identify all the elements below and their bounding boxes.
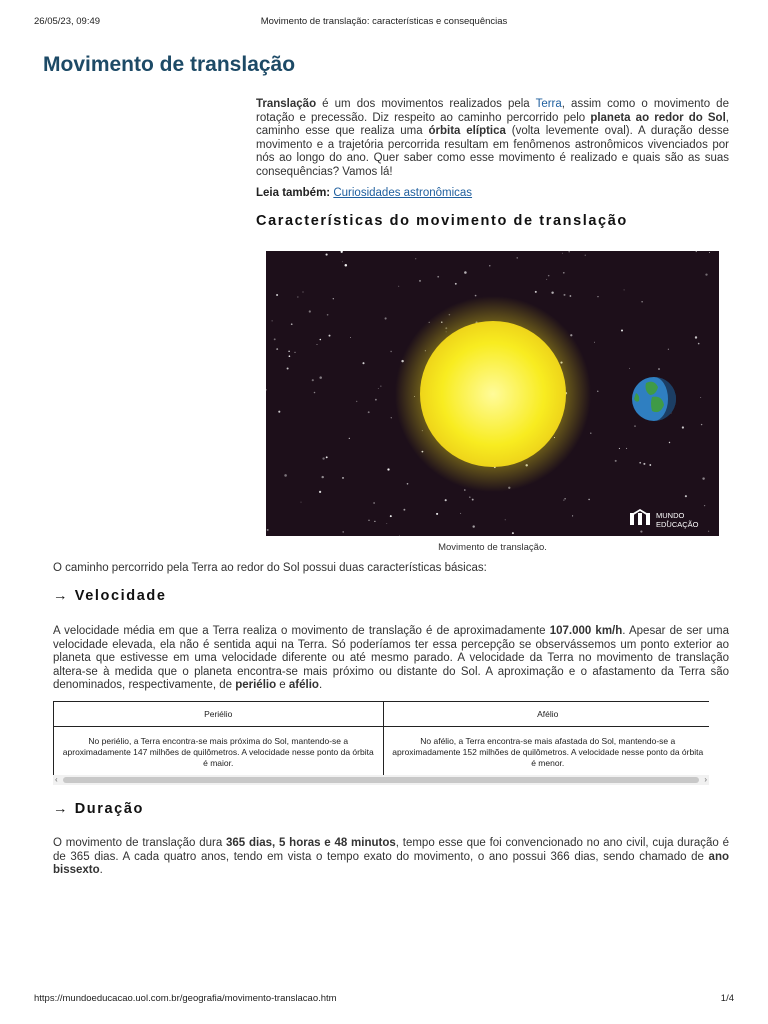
star	[294, 352, 295, 353]
star	[563, 500, 564, 501]
duracao-bold-time: 365 dias, 5 horas e 48 minutos	[226, 837, 396, 849]
star	[272, 320, 273, 321]
star	[445, 499, 447, 501]
logo-icon	[630, 509, 650, 525]
star	[649, 464, 651, 466]
star	[387, 468, 389, 470]
translation-figure	[266, 251, 719, 536]
star	[327, 314, 329, 316]
star	[640, 531, 642, 533]
star	[345, 264, 348, 267]
star	[288, 351, 289, 352]
star	[342, 531, 344, 533]
sun-earth-illustration	[266, 251, 719, 536]
star	[403, 509, 405, 511]
star	[329, 335, 331, 337]
star	[278, 411, 280, 413]
intro-bold-orbita: órbita elíptica	[428, 125, 506, 138]
star	[634, 425, 636, 427]
mundo-educacao-logo	[630, 509, 699, 529]
intro-text: , assim como o movimento de rotação e precessão. Diz respeito ao caminho percorrido pelo	[256, 98, 729, 124]
star	[356, 401, 357, 402]
star	[629, 368, 630, 369]
table-header-perielio: Periélio	[54, 702, 384, 727]
star	[669, 442, 670, 443]
scroll-left-arrow-icon[interactable]: ‹	[55, 775, 58, 784]
intro-text: é um dos movimentos realizados pela	[316, 98, 536, 110]
heading-duracao: → Duração	[53, 801, 144, 817]
earth-icon	[632, 377, 676, 421]
table-cell-afelio: No afélio, a Terra encontra-se mais afastada do Sol, mantendo-se a aproximadamente 152 milhões de quilômetros. A velocidade nesse ponto da órbita é menor.	[383, 727, 709, 778]
star	[342, 477, 344, 479]
sun-icon	[420, 321, 566, 467]
star	[398, 286, 399, 287]
intro-text: , caminho esse que realiza uma	[256, 111, 729, 138]
star	[266, 389, 267, 391]
star	[320, 339, 322, 341]
star	[704, 505, 705, 506]
star	[390, 351, 391, 352]
see-also	[256, 187, 472, 199]
paragraph-velocidade	[53, 625, 729, 693]
star	[464, 271, 467, 274]
star	[624, 289, 625, 290]
see-also-label: Leia também:	[256, 187, 331, 199]
star	[415, 258, 416, 259]
table-row	[54, 727, 710, 778]
star	[267, 529, 269, 531]
star	[350, 337, 351, 338]
star	[621, 330, 623, 332]
scroll-right-arrow-icon[interactable]: ›	[704, 775, 707, 784]
velocidade-bold-perielio: periélio	[235, 679, 277, 692]
star	[287, 367, 289, 369]
star	[319, 491, 321, 493]
star	[455, 283, 457, 285]
star	[312, 379, 314, 381]
perielio-afelio-table	[53, 701, 709, 778]
comparison-table-container	[53, 701, 709, 786]
star	[276, 294, 278, 296]
star	[696, 251, 697, 252]
star	[702, 477, 704, 479]
intro-paragraph	[256, 98, 729, 180]
star	[548, 275, 550, 277]
logo-text-mundo: MUNDO	[656, 511, 685, 520]
star	[460, 513, 461, 514]
star	[698, 343, 700, 345]
star	[641, 301, 642, 302]
star	[326, 456, 328, 458]
star	[473, 525, 475, 527]
star	[562, 253, 563, 254]
star	[705, 273, 707, 275]
print-header	[34, 16, 734, 30]
star	[291, 323, 293, 325]
paragraph-caracteristicas-intro: O caminho percorrido pela Terra ao redor do Sol possui duas características básicas:	[53, 562, 487, 574]
star	[469, 496, 471, 498]
table-header-afelio: Afélio	[383, 702, 709, 727]
see-also-link[interactable]: Curiosidades astronômicas	[333, 187, 473, 199]
star	[615, 460, 617, 462]
print-footer	[34, 993, 734, 1007]
star	[475, 295, 477, 297]
intro-text: (volta levemente oval). A duração desse movimento e a trajetória percorrida resultam em fenômenos astronômicos vivenciados por nós ao longo do ano. Quer saber como esse movimento é realizado e quais são as suas consequências? Vamos lá!	[256, 125, 730, 178]
print-page-number: 1/4	[720, 993, 734, 1004]
star	[419, 280, 421, 282]
link-terra[interactable]: Terra	[535, 98, 562, 110]
star	[319, 376, 322, 379]
star	[368, 520, 369, 521]
star	[570, 295, 572, 297]
star	[362, 362, 364, 364]
star	[276, 348, 278, 350]
star	[489, 265, 490, 266]
star	[333, 298, 334, 299]
star	[639, 462, 641, 464]
star	[274, 338, 276, 340]
star	[284, 474, 287, 477]
velocidade-text: . Apesar de ser uma velocidade elevada, ela não é sentida aqui na Terra. Só poderíamos ter essa percepção se observássemos um ponto exterior ao planeta que estivesse em uma velocidade diferente ou até mesmo parado. A velocidade da Terra no movimento de translação altera-se à medida que o planeta encontra-se mais próximo ou distante do Sol. A aproximação e o afastamento da Terra são denominados, respectivamente, de	[53, 625, 730, 692]
star	[437, 276, 439, 278]
paragraph-duracao	[53, 837, 729, 878]
table-header-row	[54, 702, 710, 727]
star	[302, 291, 303, 292]
star	[322, 457, 324, 459]
star	[709, 252, 710, 253]
star	[594, 342, 595, 343]
star	[380, 386, 381, 387]
star	[701, 424, 702, 425]
intro-bold-planeta: planeta ao redor do Sol	[590, 111, 726, 124]
logo-text-educacao: EDUCAÇÃO	[656, 520, 699, 529]
star	[597, 296, 598, 297]
star	[375, 399, 377, 401]
duracao-text: .	[99, 864, 103, 877]
star	[407, 483, 409, 485]
star	[301, 502, 302, 503]
star	[551, 291, 553, 293]
star	[390, 515, 392, 517]
star	[597, 391, 598, 392]
print-document-title: Movimento de translação: características e consequências	[260, 16, 508, 27]
star	[569, 251, 570, 252]
star	[436, 513, 438, 515]
duracao-bold-bissexto: ano bissexto	[53, 850, 729, 877]
star	[588, 499, 589, 500]
star	[385, 317, 387, 319]
star	[391, 417, 392, 418]
star	[546, 279, 547, 280]
star	[341, 251, 343, 253]
star	[572, 515, 573, 516]
star	[682, 426, 684, 428]
star	[378, 388, 379, 389]
star	[517, 257, 518, 258]
star	[309, 310, 311, 312]
table-horizontal-scrollbar[interactable]	[53, 775, 709, 785]
duracao-text: O movimento de translação dura	[53, 837, 227, 849]
heading-caracteristicas: Características do movimento de translação	[256, 213, 628, 229]
star	[373, 502, 375, 504]
velocidade-bold-speed: 107.000 km/h	[549, 625, 623, 637]
star	[374, 521, 375, 522]
star	[321, 476, 323, 478]
star	[708, 531, 709, 532]
star	[626, 448, 627, 449]
star	[695, 336, 697, 338]
star	[585, 255, 586, 256]
star	[326, 254, 328, 256]
star	[399, 535, 400, 536]
scrollbar-thumb[interactable]	[63, 777, 699, 783]
heading-velocidade: → Velocidade	[53, 588, 167, 604]
table-cell-perielio: No periélio, a Terra encontra-se mais próxima do Sol, mantendo-se a aproximadamente 147 milhões de quilômetros. A velocidade nesse ponto da órbita é maior.	[54, 727, 384, 778]
star	[619, 448, 620, 449]
star	[563, 272, 565, 274]
star	[700, 397, 701, 398]
star	[342, 261, 343, 262]
star	[512, 532, 514, 534]
velocidade-text: A velocidade média em que a Terra realiza o movimento de translação é de aproximadamente	[53, 625, 550, 637]
print-url: https://mundoeducacao.uol.com.br/geografia/movimento-translacao.htm	[34, 993, 337, 1004]
star	[289, 355, 291, 357]
star	[564, 498, 565, 499]
star	[668, 349, 669, 350]
star	[297, 297, 298, 298]
duracao-text: , tempo esse que foi convencionado no ano civil, cuja duração é de 365 dias. A cada quatro anos, tendo em vista o tempo exato do movimento, o ano possui 366 dias, sendo chamado de	[53, 837, 730, 863]
star	[535, 291, 537, 293]
velocidade-text: .	[318, 679, 323, 692]
figure-caption: Movimento de translação.	[438, 542, 547, 553]
star	[317, 344, 318, 345]
print-date: 26/05/23, 09:49	[34, 16, 101, 27]
star	[314, 392, 316, 394]
star	[643, 463, 645, 465]
star	[464, 489, 466, 491]
star	[685, 495, 687, 497]
star	[472, 499, 474, 501]
star	[368, 411, 370, 413]
page-title: Movimento de translação	[43, 53, 296, 76]
star	[505, 519, 506, 520]
star	[563, 294, 565, 296]
velocidade-text: e	[276, 679, 289, 692]
velocidade-bold-afelio: afélio	[288, 679, 319, 692]
star	[590, 433, 591, 434]
intro-bold-translacao: Translação	[256, 98, 317, 110]
star	[658, 368, 660, 370]
star	[386, 523, 387, 524]
star	[349, 438, 350, 439]
